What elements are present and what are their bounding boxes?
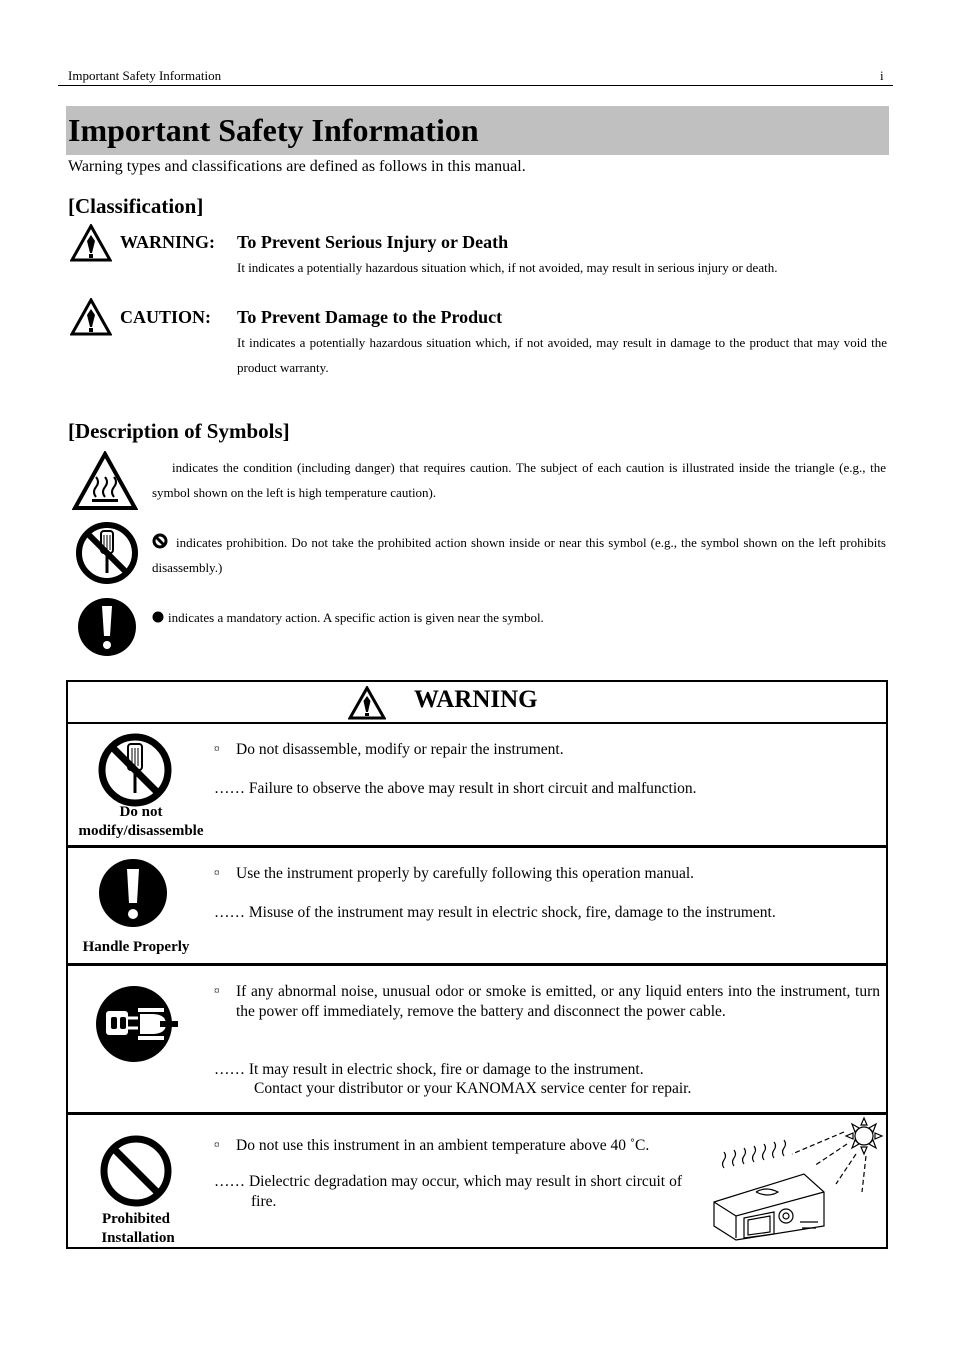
icon-caption: modify/disassemble bbox=[78, 823, 204, 839]
warning-consequence: …… It may result in electric shock, fire or damage to the instrument. bbox=[214, 1061, 644, 1078]
no-disassembly-icon bbox=[98, 733, 172, 807]
warning-instruction: Use the instrument properly by carefully following this operation manual. bbox=[236, 865, 694, 882]
title-bar bbox=[66, 106, 889, 155]
symbol-prohibition-text: indicates prohibition. Do not take the prohibited action shown inside or near this symbol (e.g., the symbol shown on the left prohibits disassembly.) bbox=[152, 535, 886, 575]
high-temperature-caution-icon bbox=[72, 451, 138, 511]
square-bullet-icon: ¤ bbox=[214, 743, 220, 755]
symbol-caution-text: indicates the condition (including danger) that requires caution. The subject of each caution is illustrated inside the triangle (e.g., the symbol shown on the left is high temperature caution). bbox=[152, 460, 886, 500]
classification-heading: [Classification] bbox=[68, 194, 204, 218]
unplug-icon bbox=[94, 984, 178, 1064]
warning-item bbox=[214, 1136, 694, 1156]
warning-instruction: If any abnormal noise, unusual odor or smoke is emitted, or any liquid enters into the instrument, turn the power off immediately, remove the battery and disconnect the power cable. bbox=[236, 983, 880, 1020]
icon-caption: Installation bbox=[101, 1230, 175, 1246]
caution-level-desc: It indicates a potentially hazardous situation which, if not avoided, may result in damage to the product that may void the product warranty. bbox=[237, 335, 887, 375]
warning-instruction: Do not disassemble, modify or repair the instrument. bbox=[236, 741, 564, 758]
warning-level-title: To Prevent Serious Injury or Death bbox=[237, 232, 509, 252]
no-disassembly-icon bbox=[75, 521, 139, 585]
mandatory-action-icon bbox=[77, 596, 137, 658]
square-bullet-icon: ¤ bbox=[214, 1139, 220, 1151]
warning-box bbox=[66, 680, 888, 1249]
warning-triangle-icon bbox=[348, 686, 386, 720]
warning-item bbox=[214, 982, 880, 1021]
symbol-mandatory-text: indicates a mandatory action. A specific action is given near the symbol. bbox=[168, 610, 544, 625]
row-divider bbox=[68, 845, 886, 848]
header-rule bbox=[58, 85, 893, 86]
page-title: Important Safety Information bbox=[68, 112, 479, 148]
warning-box-header bbox=[68, 682, 886, 724]
running-header: Important Safety Information bbox=[68, 68, 222, 83]
warning-label: WARNING: bbox=[120, 232, 216, 252]
warning-item bbox=[214, 864, 880, 884]
page-number: i bbox=[880, 68, 884, 83]
warning-item bbox=[214, 740, 880, 760]
caution-label: CAUTION: bbox=[120, 307, 212, 327]
prohibited-icon bbox=[99, 1134, 173, 1208]
icon-caption: Handle Properly bbox=[82, 939, 190, 955]
warning-consequence: …… Failure to observe the above may result in short circuit and malfunction. bbox=[214, 780, 697, 797]
warning-level-desc: It indicates a potentially hazardous situation which, if not avoided, may result in serious injury or death. bbox=[237, 260, 778, 275]
mandatory-action-icon bbox=[98, 858, 168, 928]
caution-triangle-icon bbox=[70, 298, 112, 336]
warning-consequence-text: …… Dielectric degradation may occur, which may result in short circuit of fire. bbox=[214, 1173, 682, 1210]
warning-instruction: Do not use this instrument in an ambient temperature above 40 ˚C. bbox=[236, 1137, 650, 1154]
intro-text: Warning types and classifications are defined as follows in this manual. bbox=[68, 158, 526, 175]
warning-consequence bbox=[214, 1172, 682, 1211]
square-bullet-icon: ¤ bbox=[214, 867, 220, 879]
warning-box-title: WARNING bbox=[414, 686, 538, 713]
icon-caption: Prohibited bbox=[101, 1211, 171, 1227]
warning-consequence: …… Misuse of the instrument may result in electric shock, fire, damage to the instrument. bbox=[214, 904, 776, 921]
icon-caption: Do not bbox=[119, 804, 163, 820]
warning-note: Contact your distributor or your KANOMAX service center for repair. bbox=[254, 1080, 692, 1097]
warning-triangle-icon bbox=[70, 224, 112, 262]
sunlight-heat-illustration bbox=[704, 1114, 886, 1244]
square-bullet-icon: ¤ bbox=[214, 985, 220, 997]
symbols-heading: [Description of Symbols] bbox=[68, 419, 290, 443]
row-divider bbox=[68, 963, 886, 966]
caution-level-title: To Prevent Damage to the Product bbox=[237, 307, 503, 327]
